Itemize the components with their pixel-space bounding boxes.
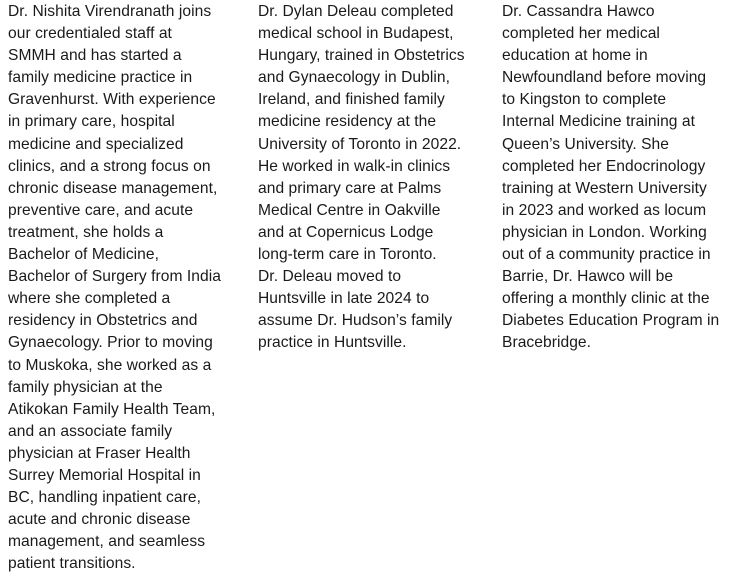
bio-column-virendranath: Dr. Nishita Virendranath joins our credentialed staff at SMMH and has started a family medicine practice in Gravenhurst. With experience in primary care, hospital medicine and specialized clinics, and a strong focus on chronic disease management, preventive care, and acute treatment, she holds a Bachelor of Medicine, Bachelor of Surgery from India where she completed a residency in Obstetrics and Gynaecology. Prior to moving to Muskoka, she worked as a family physician at the Atikokan Family Health Team, and an associate family physician at Fraser Health Surrey Memorial Hospital in BC, handling inpatient care, acute and chronic disease management, and seamless patient transitions. (8, 3, 221, 573)
bio-column-deleau: Dr. Dylan Deleau completed medical school in Budapest, Hungary, trained in Obstetrics and Gynaecology in Dublin, Ireland, and finished family medicine residency at the University of Toronto in 2022. He worked in walk-in clinics and primary care at Palms Medical Centre in Oakville and at Copernicus Lodge long-term care in Toronto. Dr. Deleau moved to Huntsville in late 2024 to assume Dr. Hudson’s family practice in Huntsville. (258, 3, 465, 352)
bio-column-hawco: Dr. Cassandra Hawco completed her medical education at home in Newfoundland before moving to Kingston to complete Internal Medicine training at Queen’s University. She completed her Endocrinology training at Western University in 2023 and worked as locum physician in London. Working out of a community practice in Barrie, Dr. Hawco will be offering a monthly clinic at the Diabetes Education Program in Bracebridge. (502, 3, 720, 352)
